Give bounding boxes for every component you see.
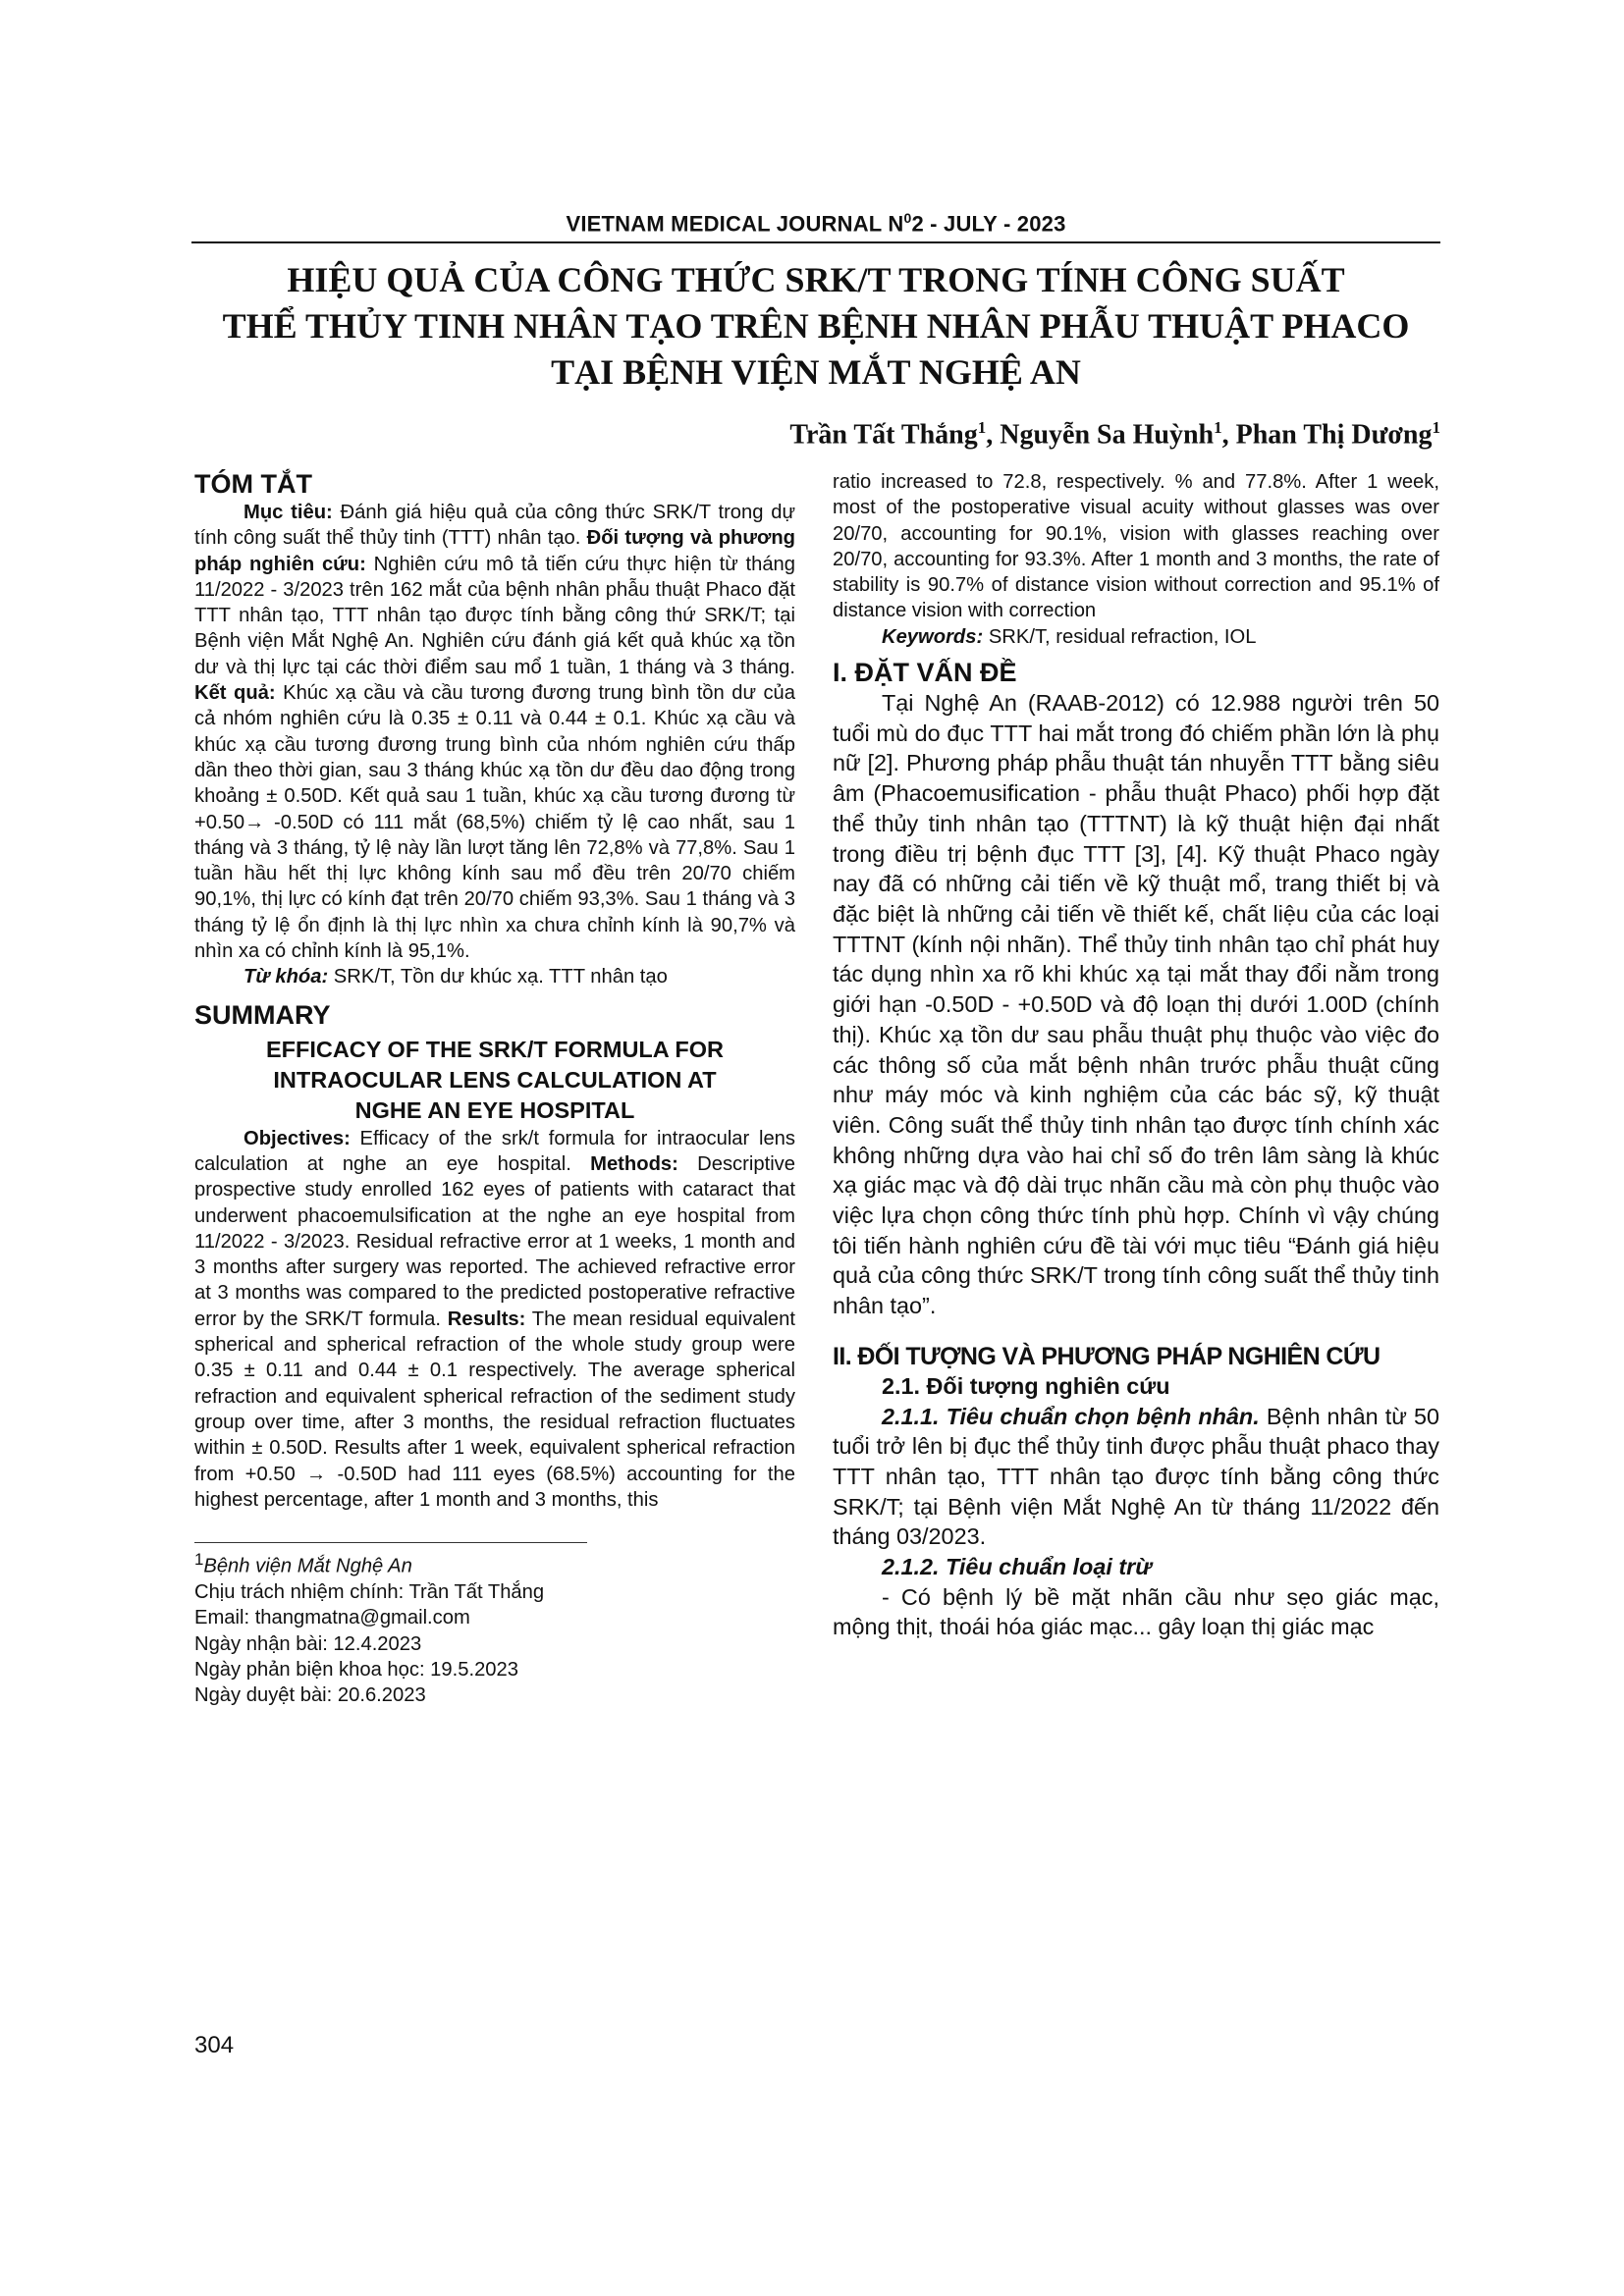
article-title (191, 257, 1440, 396)
footnote-affiliation: $^1$Bệnh viện Mắt Nghệ An (194, 1550, 412, 1577)
title-line: THỂ THỦY TINH NHÂN TẠO TRÊN BỆNH NHÂN PHẪU THUẬT PHACO (222, 306, 1410, 346)
exclusion-heading: 2.1.2. Tiêu chuẩn loại trừ (882, 1554, 1152, 1580)
footnote-line: Ngày duyệt bài: 20.6.2023 (194, 1684, 426, 1707)
title-line: TẠI BỆNH VIỆN MẮT NGHỆ AN (551, 352, 1081, 392)
abstract-vi-heading: TÓM TẮT (194, 469, 312, 499)
journal-name: VIETNAM MEDICAL JOURNAL N (566, 211, 904, 237)
keywords-en: Keywords: SRK/T, residual refraction, IOL (882, 625, 1257, 648)
footnote-line: Ngày nhận bài: 12.4.2023 (194, 1632, 422, 1655)
author-affiliation-mark: 1 (1432, 418, 1440, 437)
footnote-email[interactable]: Email: thangmatna@gmail.com (194, 1607, 470, 1629)
issue-date: 2 - JULY - 2023 (911, 211, 1066, 237)
exclusion-criteria: - Có bệnh lý bề mặt nhãn cầu như sẹo giác mạc, mộng thịt, thoái hóa giác mạc... gây loạn thị giác mạc (833, 1583, 1439, 1640)
author-affiliation-mark: 1 (1214, 418, 1222, 437)
right-column (833, 469, 1439, 1642)
section-1-body: Tại Nghệ An (RAAB-2012) có 12.988 người trên 50 tuổi mù do đục TTT hai mắt trong đó chiếm phần lớn là phụ nữ [2]. Phương pháp phẫu thuật tán nhuyễn TTT bằng siêu âm (Phacoemusification - phẫu thuật Phaco) phối hợp đặt thể thủy tinh nhân tạo (TTTNT) là kỹ thuật hiện đại nhất trong điều trị bệnh đục TTT [3], [4]. Kỹ thuật Phaco ngày nay đã có những cải tiến về kỹ thuật mổ, trang thiết bị và đặc biệt là những cải tiến về thiết kế, chất liệu của các loại TTTNT (kính nội nhãn). Thể thủy tinh nhân tạo chỉ phát huy tác dụng nhìn xa rõ khi khúc xạ tại mắt thay đổi nằm trong giới hạn -0.50D - +0.50D và độ loạn thị dưới 1.00D (chính thị). Khúc xạ tồn dư sau phẫu thuật phụ thuộc vào việc đo các thông số của mắt bệnh nhân trước phẫu thuật cũng như máy móc và kinh nghiệm của các bác sỹ, kỹ thuật viên. Công suất thể thủy tinh nhân tạo được tính chính xác không những dựa vào hai chỉ số đo trên lâm sàng là khúc xạ giác mạc và độ dài trục nhãn cầu mà còn phụ thuộc vào việc lựa chọn công thức tính phù hợp. Chính vì vậy chúng tôi tiến hành nghiên cứu đề tài với mục tiêu “Đánh giá hiệu quả của công thức SRK/T trong tính công suất thể thủy tinh nhân tạo”. (833, 690, 1439, 1319)
subsection-heading: 2.1. Đối tượng nghiên cứu (882, 1372, 1170, 1399)
objectives-label: Objectives: (244, 1127, 351, 1149)
footnote-rule (194, 1542, 587, 1543)
page-number: 304 (194, 2032, 235, 2058)
abstract-en-title: EFFICACY OF THE SRK/T FORMULA FOR INTRAOCULAR LENS CALCULATION AT NGHE AN EYE HOSPITAL (265, 1036, 725, 1123)
abstract-vi-body: Mục tiêu: Đánh giá hiệu quả của công thức SRK/T trong dự tính công suất thể thủy tinh (TTT) nhân tạo. Đối tượng và phương pháp nghiên cứu: Nghiên cứu mô tả tiến cứu thực hiện từ tháng 11/2022 - 3/2023 trên 162 mắt của bệnh nhân phẫu thuật Phaco đặt TTT nhân tạo, TTT nhân tạo được tính bằng công thứ SRK/T; tại Bệnh viện Mắt Nghệ An. Nghiên cứu đánh giá kết quả khúc xạ tồn dư và thị lực tại các thời điểm sau mổ 1 tuần, 1 tháng và 3 tháng. Kết quả: Khúc xạ cầu và cầu tương đương trung bình tồn dư của cả nhóm nghiên cứu là 0.35 ± 0.11 và 0.44 ± 0.1. Khúc xạ cầu và khúc xạ cầu tương đương trung bình của nhóm nghiên cứu thấp dần theo thời gian, sau 3 tháng khúc xạ tồn dư đều dao động trong khoảng ± 0.50D. Kết quả sau 1 tuần, khúc xạ cầu tương đương từ +0.50→ -0.50D có 111 mắt (68,5%) chiếm tỷ lệ cao nhất, sau 1 tháng và 3 tháng, tỷ lệ này lần lượt tăng lên 72,8% và 77,8%. Sau 1 tuần hầu hết thị lực không kính sau mổ đều trên 20/70 chiếm 90,1%, thị lực có kính đạt trên 20/70 chiếm 93,3%. Sau 1 tháng và 3 tháng tỷ lệ ổn định là thị lực nhìn xa chưa chỉnh kính là 90,7% và nhìn xa có chỉnh kính là 95,1%. (194, 502, 796, 963)
footnote-line: Chịu trách nhiệm chính: Trần Tất Thắng (194, 1581, 545, 1604)
objective-label: Mục tiêu: (244, 502, 333, 523)
author-affiliation-mark: 1 (977, 418, 987, 437)
methods-label-en: Methods: (590, 1152, 678, 1175)
inclusion-criteria: 2.1.1. Tiêu chuẩn chọn bệnh nhân. Bệnh nhân từ 50 tuổi trở lên bị đục thể thủy tinh được phẫu thuật phaco thay TTT nhân tạo, TTT nhân tạo được tính bằng công thức SRK/T; tại Bệnh viện Mắt Nghệ An từ tháng 11/2022 đến tháng 03/2023. (833, 1403, 1439, 1550)
footnote-line: Ngày phản biện khoa học: 19.5.2023 (194, 1659, 518, 1682)
section-2-heading: II. ĐỐI TƯỢNG VÀ PHƯƠNG PHÁP NGHIÊN CỨU (833, 1342, 1380, 1370)
methods-label: Đối tượng và phương pháp nghiên cứu: (194, 527, 796, 575)
abstract-en-continued: ratio increased to 72.8, respectively. % and 77.8%. After 1 week, most of the postoperative visual acuity without glasses was over 20/70, accounting for 90.1%, vision with glasses reaching over 20/70, accounting for 93.3%. After 1 month and 3 months, the rate of stability is 90.7% of distance vision without correction and 95.1% of distance vision with correction (833, 471, 1439, 622)
issue-superscript: 0 (903, 210, 912, 226)
left-column (194, 469, 795, 1709)
header-rule (191, 241, 1440, 243)
author-name: Nguyễn Sa Huỳnh (1000, 419, 1215, 451)
results-label: Kết quả: (194, 682, 276, 705)
title-line: HIỆU QUẢ CỦA CÔNG THỨC SRK/T TRONG TÍNH CÔNG SUẤT (287, 260, 1345, 299)
section-1-heading: I. ĐẶT VẤN ĐỀ (833, 658, 1017, 688)
abstract-en-body: Objectives: Efficacy of the srk/t formula for intraocular lens calculation at nghe an eye hospital. Methods: Descriptive prospective study enrolled 162 eyes of patients with cataract that underwent phacoemulsification at the nghe an eye hospital from 11/2022 - 3/2023. Residual refractive error at 1 weeks, 1 month and 3 months after surgery was reported. The achieved refractive error at 3 months was compared to the predicted postoperative refractive error by the SRK/T formula. Results: The mean residual equivalent spherical and spherical refraction of the whole study group were 0.35 ± 0.11 and 0.44 ± 0.1 respectively. The average spherical refraction and equivalent spherical refraction of the sediment study group over time, after 3 months, the residual refraction fluctuates within ± 0.50D. Results after 1 week, equivalent spherical refraction from +0.50 → -0.50D had 111 eyes (68.5%) accounting for the highest percentage, after 1 month and 3 months, this (194, 1127, 796, 1511)
author-list: Trần Tất Thắng$^1$, Nguyễn Sa Huỳnh$^1$, Phan Thị Dương$^1$ (789, 418, 1440, 451)
running-header (191, 210, 1440, 237)
author-name: Phan Thị Dương (1235, 419, 1433, 451)
keywords-vi: Từ khóa: SRK/T, Tồn dư khúc xạ. TTT nhân tạo (244, 966, 668, 988)
author-name: Trần Tất Thắng (789, 419, 978, 451)
abstract-en-heading: SUMMARY (194, 999, 331, 1030)
results-label-en: Results: (447, 1308, 526, 1330)
